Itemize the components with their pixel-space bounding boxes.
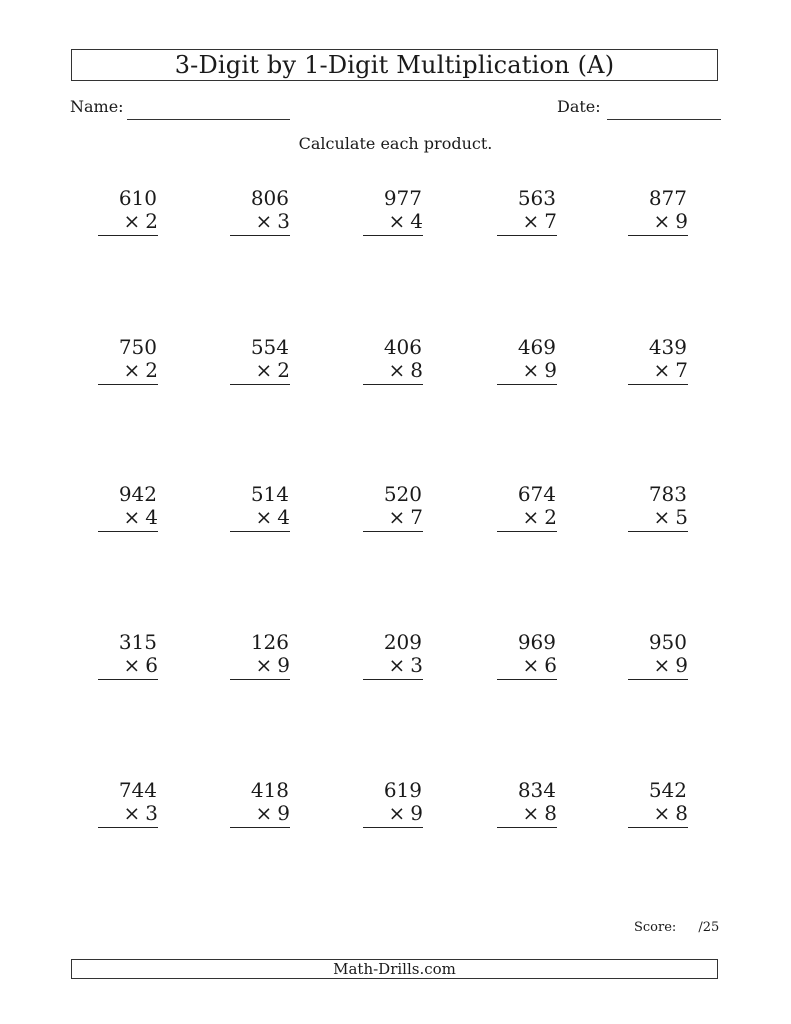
problem-multiplier-row	[363, 802, 423, 828]
problem-multiplier-row	[628, 506, 688, 532]
times-sign: ×	[388, 653, 406, 677]
problem-multiplier-row	[230, 359, 290, 385]
times-sign: ×	[255, 358, 273, 382]
problem-multiplicand: 674	[517, 482, 556, 506]
problem-multiplicand: 969	[517, 630, 556, 654]
problem-multiplicand: 554	[250, 335, 289, 359]
problem-multiplier: 6	[145, 653, 158, 677]
problem-multiplier-row	[628, 210, 688, 236]
problem-multiplier: 9	[410, 801, 423, 825]
problem-multiplier: 9	[544, 358, 557, 382]
problem-multiplier: 4	[277, 505, 290, 529]
problem	[230, 187, 290, 236]
problem-multiplicand: 439	[648, 335, 687, 359]
problem-multiplicand: 950	[648, 630, 687, 654]
problem-multiplier: 2	[145, 209, 158, 233]
problem-multiplier: 4	[145, 505, 158, 529]
problem	[98, 336, 158, 385]
problem-multiplier-row	[230, 654, 290, 680]
problem-multiplier-row	[98, 802, 158, 828]
times-sign: ×	[653, 358, 671, 382]
problem	[497, 187, 557, 236]
problem-multiplicand: 469	[517, 335, 556, 359]
problem-multiplier: 9	[277, 653, 290, 677]
problem-multiplier-row	[98, 210, 158, 236]
problem-multiplier-row	[98, 506, 158, 532]
problem	[98, 483, 158, 532]
times-sign: ×	[653, 653, 671, 677]
problem-multiplier-row	[230, 802, 290, 828]
worksheet-title-text: 3-Digit by 1-Digit Multiplication (A)	[174, 51, 615, 79]
times-sign: ×	[123, 801, 141, 825]
times-sign: ×	[255, 209, 273, 233]
problem-multiplier: 7	[675, 358, 688, 382]
problem-multiplicand: 563	[517, 186, 556, 210]
problem-multiplicand: 418	[250, 778, 289, 802]
problem-multiplicand: 542	[648, 778, 687, 802]
problem-multiplier-row	[363, 359, 423, 385]
problem	[497, 336, 557, 385]
problem-multiplicand: 877	[648, 186, 687, 210]
problem	[628, 336, 688, 385]
times-sign: ×	[255, 801, 273, 825]
score	[634, 920, 724, 935]
problem-multiplier-row	[628, 654, 688, 680]
problem-multiplier-row	[497, 506, 557, 532]
times-sign: ×	[123, 358, 141, 382]
problem-multiplier: 8	[544, 801, 557, 825]
problem-multiplicand: 126	[250, 630, 289, 654]
instructions: Calculate each product.	[298, 134, 493, 153]
problem	[363, 631, 423, 680]
problem-multiplicand: 209	[383, 630, 422, 654]
score-total: /25	[698, 920, 720, 935]
problem-multiplier-row	[230, 506, 290, 532]
problem	[628, 187, 688, 236]
times-sign: ×	[388, 358, 406, 382]
problem	[363, 779, 423, 828]
problem-multiplicand: 744	[118, 778, 157, 802]
problem-multiplicand: 783	[648, 482, 687, 506]
problem	[98, 631, 158, 680]
problem-multiplier: 7	[410, 505, 423, 529]
problem-multiplier: 7	[544, 209, 557, 233]
footer-text: Math-Drills.com	[333, 960, 456, 978]
problem-multiplier-row	[98, 654, 158, 680]
problem-multiplier: 5	[675, 505, 688, 529]
problem-multiplicand: 514	[250, 482, 289, 506]
problem-multiplicand: 750	[118, 335, 157, 359]
problem-multiplicand: 942	[118, 482, 157, 506]
times-sign: ×	[653, 505, 671, 529]
problem	[497, 779, 557, 828]
problem-multiplicand: 520	[383, 482, 422, 506]
problem-multiplier: 9	[675, 209, 688, 233]
problem-multiplicand: 406	[383, 335, 422, 359]
date-label: Date:	[557, 97, 601, 116]
problem	[230, 336, 290, 385]
problem-multiplier-row	[363, 654, 423, 680]
problem	[628, 631, 688, 680]
times-sign: ×	[522, 209, 540, 233]
problem-multiplier: 2	[145, 358, 158, 382]
problem-multiplier: 3	[145, 801, 158, 825]
times-sign: ×	[123, 209, 141, 233]
times-sign: ×	[388, 209, 406, 233]
problem-multiplicand: 610	[118, 186, 157, 210]
problem-multiplier: 3	[277, 209, 290, 233]
times-sign: ×	[388, 801, 406, 825]
problem-multiplier-row	[98, 359, 158, 385]
problem-multiplicand: 619	[383, 778, 422, 802]
times-sign: ×	[123, 505, 141, 529]
times-sign: ×	[522, 358, 540, 382]
problem-multiplier: 6	[544, 653, 557, 677]
problem	[98, 779, 158, 828]
problem-multiplier-row	[497, 802, 557, 828]
name-label: Name:	[70, 97, 124, 116]
problem	[497, 483, 557, 532]
problem-multiplicand: 834	[517, 778, 556, 802]
problem-multiplier: 3	[410, 653, 423, 677]
problem-multiplier: 2	[544, 505, 557, 529]
problem	[230, 631, 290, 680]
problem	[363, 336, 423, 385]
problem-multiplier: 4	[410, 209, 423, 233]
times-sign: ×	[388, 505, 406, 529]
problem-multiplicand: 315	[118, 630, 157, 654]
problem	[363, 187, 423, 236]
problem-multiplier: 9	[675, 653, 688, 677]
problem-multiplicand: 977	[383, 186, 422, 210]
problem	[230, 483, 290, 532]
score-label: Score:	[634, 920, 677, 935]
problem-multiplier-row	[230, 210, 290, 236]
problem-multiplier-row	[497, 210, 557, 236]
problem-multiplier-row	[628, 359, 688, 385]
times-sign: ×	[255, 653, 273, 677]
problem	[363, 483, 423, 532]
times-sign: ×	[123, 653, 141, 677]
problem-multiplier-row	[628, 802, 688, 828]
times-sign: ×	[653, 209, 671, 233]
footer	[71, 959, 718, 979]
times-sign: ×	[522, 505, 540, 529]
problem-multiplier: 8	[675, 801, 688, 825]
problem-multiplier: 8	[410, 358, 423, 382]
problem	[98, 187, 158, 236]
times-sign: ×	[522, 801, 540, 825]
problem-multiplier-row	[497, 359, 557, 385]
problem	[230, 779, 290, 828]
problem	[628, 483, 688, 532]
times-sign: ×	[653, 801, 671, 825]
problem-multiplier: 9	[277, 801, 290, 825]
times-sign: ×	[522, 653, 540, 677]
problem	[628, 779, 688, 828]
problem-multiplier-row	[497, 654, 557, 680]
problem	[497, 631, 557, 680]
times-sign: ×	[255, 505, 273, 529]
problem-multiplier: 2	[277, 358, 290, 382]
problem-multiplier-row	[363, 506, 423, 532]
problem-multiplier-row	[363, 210, 423, 236]
problem-multiplicand: 806	[250, 186, 289, 210]
